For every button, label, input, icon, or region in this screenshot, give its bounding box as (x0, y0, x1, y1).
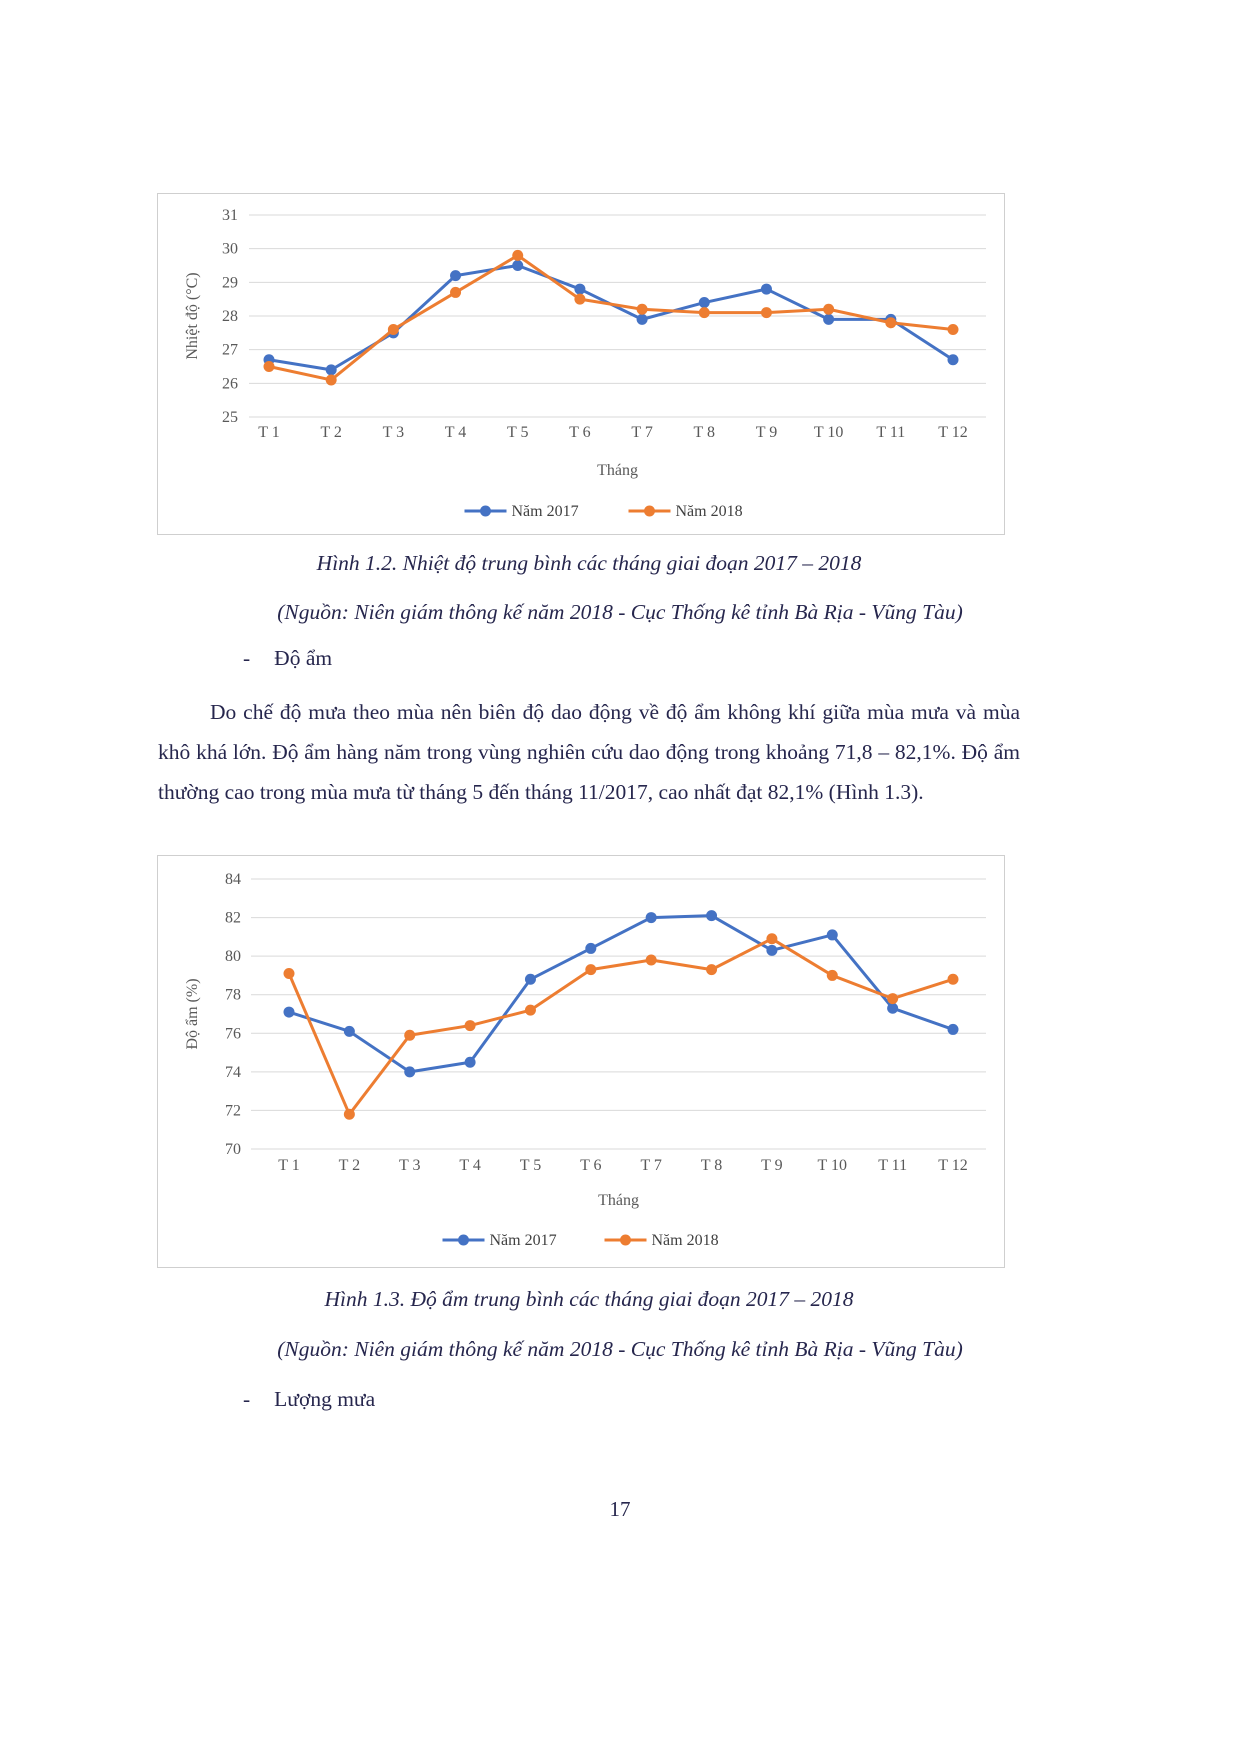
svg-text:25: 25 (222, 409, 238, 426)
svg-text:84: 84 (225, 871, 241, 888)
bullet-rainfall (243, 1387, 375, 1412)
bullet-humidity-label: Độ ẩm (274, 646, 333, 670)
svg-text:Năm 2017: Năm 2017 (511, 503, 579, 520)
svg-text:Năm 2018: Năm 2018 (651, 1232, 719, 1249)
svg-text:T 5: T 5 (506, 424, 529, 441)
svg-text:31: 31 (222, 207, 238, 224)
figure-1-3-caption: Hình 1.3. Độ ẩm trung bình các tháng giai đoạn 2017 – 2018 (324, 1287, 854, 1311)
svg-text:T 8: T 8 (693, 424, 716, 441)
figure-1-3-source: (Nguồn: Niên giám thông kế năm 2018 - Cục Thống kê tỉnh Bà Rịa - Vũng Tàu) (277, 1337, 963, 1361)
svg-text:76: 76 (225, 1025, 241, 1043)
bullet-rainfall-label: Lượng mưa (274, 1387, 376, 1411)
svg-text:74: 74 (225, 1063, 241, 1081)
svg-text:T 6: T 6 (569, 424, 591, 441)
svg-text:T 10: T 10 (813, 424, 844, 441)
svg-text:78: 78 (225, 986, 241, 1004)
bullet-dash: - (243, 646, 251, 670)
svg-text:T 2: T 2 (338, 1157, 361, 1174)
bullet-dash: - (243, 1387, 251, 1411)
svg-text:T 3: T 3 (382, 424, 405, 441)
svg-text:T 4: T 4 (444, 424, 467, 441)
svg-text:Nhiệt độ (°C): Nhiệt độ (°C) (184, 272, 201, 360)
svg-text:27: 27 (222, 341, 238, 359)
svg-text:Năm 2017: Năm 2017 (489, 1232, 557, 1249)
svg-text:T 6: T 6 (580, 1157, 602, 1174)
svg-text:T 8: T 8 (700, 1157, 723, 1174)
svg-text:T 9: T 9 (755, 424, 778, 441)
svg-text:26: 26 (222, 375, 238, 393)
svg-text:T 3: T 3 (398, 1157, 421, 1174)
svg-text:28: 28 (222, 308, 238, 325)
svg-text:T 10: T 10 (817, 1157, 848, 1174)
bullet-humidity (243, 646, 332, 671)
humidity-line-chart (158, 856, 1004, 1267)
temperature-line-chart (158, 194, 1004, 534)
svg-text:82: 82 (225, 909, 241, 927)
svg-text:72: 72 (225, 1102, 241, 1120)
svg-text:T 7: T 7 (640, 1157, 662, 1174)
svg-text:T 11: T 11 (878, 1157, 908, 1174)
svg-text:Tháng: Tháng (597, 462, 638, 479)
svg-text:T 1: T 1 (258, 424, 280, 441)
svg-text:29: 29 (222, 274, 238, 292)
figure-1-2-temperature-chart (157, 193, 1005, 535)
svg-text:70: 70 (225, 1141, 241, 1158)
figure-1-3-humidity-chart (157, 855, 1005, 1268)
svg-text:T 5: T 5 (519, 1157, 542, 1174)
svg-text:T 12: T 12 (938, 424, 968, 441)
humidity-paragraph: Do chế độ mưa theo mùa nên biên độ dao động về độ ẩm không khí giữa mùa mưa và mùa khô khá lớn. Độ ẩm hàng năm trong vùng nghiên cứu dao động trong khoảng 71,8 – 82,1%. Độ ẩm thường cao trong mùa mưa từ tháng 5 đến tháng 11/2017, cao nhất đạt 82,1% (Hình 1.3). (158, 700, 1020, 804)
svg-text:Tháng: Tháng (598, 1192, 639, 1209)
svg-text:Độ ẩm (%): Độ ẩm (%) (184, 978, 201, 1050)
svg-text:T 1: T 1 (278, 1157, 300, 1174)
svg-text:30: 30 (222, 240, 238, 258)
svg-text:T 9: T 9 (761, 1157, 783, 1174)
svg-text:T 4: T 4 (459, 1157, 481, 1174)
figure-1-2-caption: Hình 1.2. Nhiệt độ trung bình các tháng giai đoạn 2017 – 2018 (316, 551, 862, 575)
page-number: 17 (609, 1497, 631, 1521)
svg-text:80: 80 (225, 948, 241, 966)
svg-text:T 12: T 12 (938, 1157, 968, 1174)
svg-text:T 7: T 7 (631, 424, 653, 441)
svg-text:T 2: T 2 (320, 424, 342, 441)
figure-1-2-source: (Nguồn: Niên giám thông kế năm 2018 - Cục Thống kê tỉnh Bà Rịa - Vũng Tàu) (277, 600, 963, 624)
svg-text:Năm 2018: Năm 2018 (675, 503, 743, 520)
svg-text:T 11: T 11 (876, 424, 906, 441)
